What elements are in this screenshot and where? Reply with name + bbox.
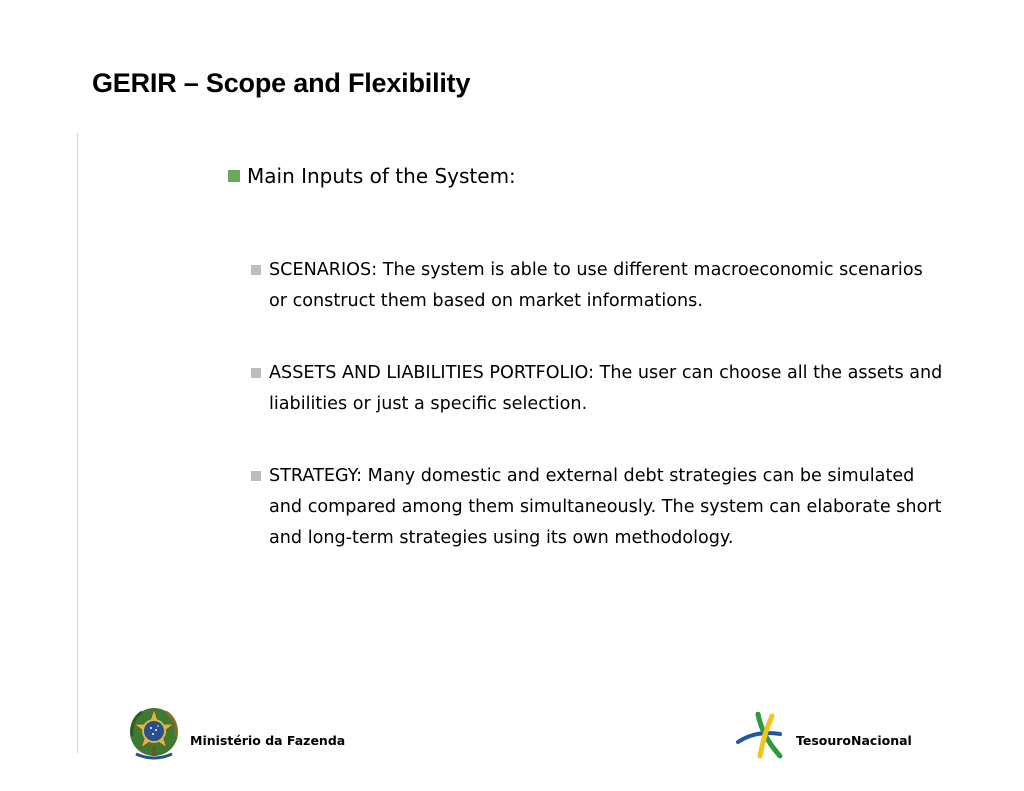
sub-bullet-text: SCENARIOS: The system is able to use different macroeconomic scenarios or construct them based on market informations.	[269, 260, 923, 311]
footer-ministry-label: Ministério da Fazenda	[190, 732, 346, 748]
sub-bullet-square-icon	[251, 265, 261, 275]
sub-bullet-scenarios	[251, 255, 951, 317]
sub-bullet-square-icon	[251, 471, 261, 481]
footer-tesouro	[736, 712, 912, 760]
left-divider	[77, 133, 78, 753]
sub-bullet-portfolio	[251, 358, 951, 420]
slide-title: GERIR – Scope and Flexibility	[92, 68, 471, 98]
footer-tesouro-label: TesouroNacional	[796, 732, 912, 748]
tesouro-nacional-logo-icon	[736, 712, 788, 760]
sub-bullet-list	[251, 255, 951, 595]
sub-bullet-strategy	[251, 461, 951, 554]
main-bullet-square-icon	[228, 170, 240, 182]
sub-bullet-text: ASSETS AND LIABILITIES PORTFOLIO: The user can choose all the assets and liabilities or just a specific selection.	[269, 363, 943, 414]
main-bullet	[228, 161, 516, 191]
footer-ministry	[126, 706, 345, 762]
sub-bullet-square-icon	[251, 368, 261, 378]
brazil-coat-of-arms-icon	[126, 706, 182, 762]
sub-bullet-text: STRATEGY: Many domestic and external debt strategies can be simulated and compared among them simultaneously. The system can elaborate short and long-term strategies using its own methodology.	[269, 466, 942, 548]
main-bullet-text: Main Inputs of the System:	[247, 164, 516, 188]
